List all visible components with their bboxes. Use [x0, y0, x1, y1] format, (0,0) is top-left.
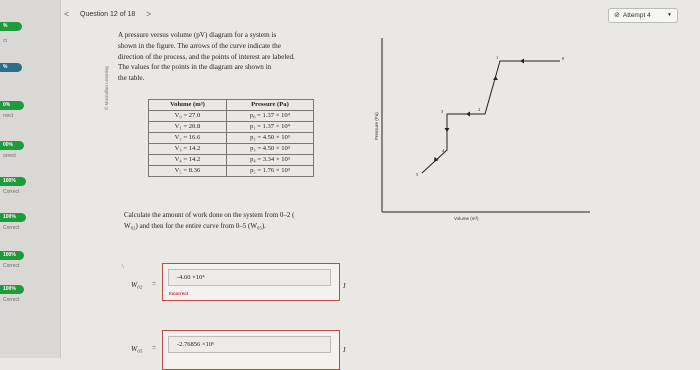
question-title: Question 12 of 18: [80, 11, 136, 18]
score-badge: %: [0, 63, 22, 72]
question-line: Calculate the amount of work done on the system from 0–2 (: [124, 211, 295, 219]
table-cell: V₅ = 8.36: [149, 166, 227, 177]
status-label: orrect: [3, 153, 16, 159]
equals-sign: =: [152, 280, 156, 288]
point-label-4: 4: [442, 148, 445, 153]
score-badge: 0%: [0, 101, 24, 110]
column-header: Pressure (Pa): [226, 100, 313, 111]
table-cell: p₄ = 3.34 × 10³: [226, 155, 313, 166]
score-badge: 100%: [0, 177, 26, 186]
table-row: [149, 111, 314, 122]
table-cell: p₃ = 4.50 × 10³: [226, 144, 313, 155]
prompt-line: shown in the figure. The arrows of the curve indicate the: [118, 41, 281, 50]
table-cell: p₂ = 4.50 × 10³: [226, 133, 313, 144]
answer-input-w05[interactable]: -2.76856 ×10⁶: [168, 336, 331, 353]
sidebar: [0, 0, 61, 358]
arrow-0-1: [520, 59, 524, 64]
status-label: ct: [3, 38, 7, 44]
previous-question-button[interactable]: <: [64, 9, 70, 19]
question-prompt: [118, 30, 358, 84]
answer-label-w02: W₀₂: [131, 280, 143, 289]
equals-sign: =: [152, 344, 156, 352]
score-badge: 100%: [0, 213, 26, 222]
question-line: W₀₂) and then for the entire curve from 0–5 (W₀₅).: [124, 222, 266, 230]
table-row: [149, 122, 314, 133]
pv-values-table: [148, 99, 314, 177]
table-header-row: [149, 100, 314, 111]
status-label: rrect: [3, 113, 13, 119]
arrow-1-2: [493, 76, 498, 80]
score-badge: 00%: [0, 141, 24, 150]
table-cell: V₄ = 14.2: [149, 155, 227, 166]
prompt-line: direction of the process, and the points of interest are labeled.: [118, 52, 295, 61]
unit-label: J: [343, 282, 346, 290]
answer-container-w05: [162, 330, 340, 370]
attempt-dropdown[interactable]: [608, 8, 678, 23]
arrow-4-5: [434, 157, 439, 162]
table-cell: p₅ = 1.76 × 10³: [226, 166, 313, 177]
table-cell: p₁ = 1.37 × 10⁴: [226, 122, 313, 133]
attempt-label: Attempt 4: [622, 12, 651, 19]
score-badge: 100%: [0, 251, 24, 260]
table-cell: V₀ = 27.0: [149, 111, 227, 122]
table-cell: p₀ = 1.37 × 10⁴: [226, 111, 313, 122]
score-badge: 100%: [0, 285, 24, 294]
table-cell: V₃ = 14.2: [149, 144, 227, 155]
point-label-5: 5: [416, 172, 419, 177]
answer-input-w02[interactable]: -4.60 ×10⁴: [168, 269, 331, 286]
status-label: Correct: [3, 263, 20, 269]
prompt-line: The values for the points in the diagram are shown in: [118, 63, 272, 72]
y-axis-label: Pressure (Pa): [374, 112, 379, 140]
publisher-watermark: © Macmillan Learning: [104, 66, 109, 110]
prompt-line: the table.: [118, 74, 145, 83]
unit-label: J: [343, 346, 346, 354]
table-cell: V₁ = 20.8: [149, 122, 227, 133]
status-label: Correct: [3, 297, 20, 303]
next-question-button[interactable]: >: [146, 9, 152, 19]
incorrect-feedback: Incorrect: [169, 291, 189, 296]
point-label-1: 1: [496, 55, 499, 60]
column-header: Volume (m³): [149, 100, 227, 111]
prompt-line: A pressure versus volume (pV) diagram for a system is: [118, 31, 277, 39]
score-badge: %: [0, 22, 22, 31]
table-cell: V₂ = 16.6: [149, 133, 227, 144]
pv-diagram: [370, 30, 595, 240]
chevron-down-icon: ▼: [667, 12, 672, 18]
table-row: [149, 133, 314, 144]
question-header: [60, 6, 700, 28]
point-label-3: 3: [441, 109, 444, 114]
table-row: [149, 166, 314, 177]
check-circle-icon: ⊘: [614, 12, 620, 19]
x-axis-label: Volume (m³): [454, 216, 479, 221]
question-text: [124, 210, 364, 232]
arrow-3-4: [445, 128, 450, 132]
point-label-2: 2: [478, 107, 481, 112]
status-label: Correct: [3, 189, 20, 195]
table-row: [149, 155, 314, 166]
process-curve: [422, 61, 560, 173]
cursor-mark: \: [122, 264, 124, 270]
table-row: [149, 144, 314, 155]
status-label: Correct: [3, 225, 20, 231]
arrow-2-3: [466, 112, 470, 117]
answer-container-w02: [162, 263, 340, 301]
point-label-0: 0: [562, 56, 565, 61]
answer-label-w05: W₀₅: [131, 344, 143, 353]
